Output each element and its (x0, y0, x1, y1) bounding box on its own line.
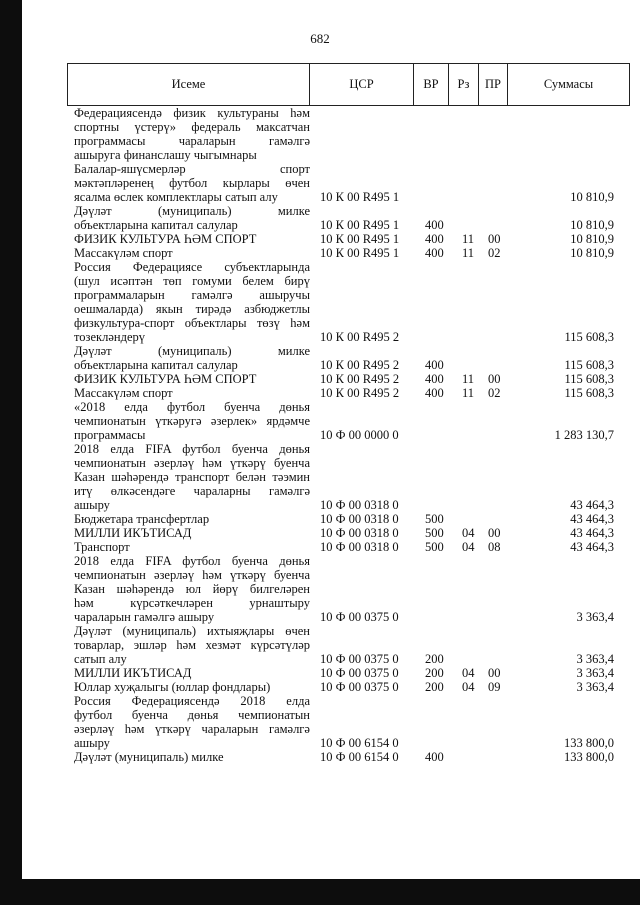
row-name (74, 624, 310, 666)
row-name-line: объектларына капитал салулар (74, 358, 238, 372)
row-name-line: ясалма өслек комплектлары сатып алу (74, 190, 278, 204)
row-vr: 500 (425, 526, 444, 540)
row-rz: 04 (462, 680, 475, 694)
row-name-line: футбол буенча дөнья чемпионатын (74, 708, 310, 722)
table-body (0, 106, 640, 764)
row-csr: 10 Ф 00 0000 0 (320, 428, 399, 442)
row-sum: 43 464,3 (570, 512, 614, 526)
row-name-line: объектларына капитал салулар (74, 218, 238, 232)
row-csr: 10 Ф 00 6154 0 (320, 750, 399, 764)
row-pr: 00 (488, 232, 501, 246)
row-name (74, 540, 310, 554)
row-name-line: ашыру (74, 498, 110, 512)
row-vr: 400 (425, 386, 444, 400)
table-row (0, 750, 640, 764)
row-name-line: программасы чараларын гамәлгә (74, 134, 310, 148)
row-name-line: ашыру (74, 736, 110, 750)
row-name-line: әзерләү һәм үткәрү чараларын гамәлгә (74, 722, 310, 736)
row-sum: 10 810,9 (570, 246, 614, 260)
page-number: 682 (310, 31, 330, 46)
row-sum: 10 810,9 (570, 232, 614, 246)
row-name-line: Массакүләм спорт (74, 246, 173, 260)
row-csr: 10 Ф 00 0318 0 (320, 512, 399, 526)
row-sum: 133 800,0 (564, 750, 614, 764)
table-header (67, 63, 630, 106)
row-name-line: тозекләндерү (74, 330, 145, 344)
row-name-line: Казан шәһәрендә юл йөрү билгеләрен (74, 582, 310, 596)
row-rz: 04 (462, 526, 475, 540)
row-name (74, 260, 310, 344)
row-name (74, 344, 310, 372)
row-csr: 10 Ф 00 0375 0 (320, 666, 399, 680)
table-row (0, 512, 640, 526)
row-csr: 10 Ф 00 0318 0 (320, 540, 399, 554)
table-row (0, 246, 640, 260)
row-name-line: товарлар, эшләр һәм хезмәт күрсәтүләр (74, 638, 310, 652)
row-name (74, 106, 310, 162)
row-vr: 200 (425, 652, 444, 666)
row-name-line: мәктәпләренең футбол кырлары өчен (74, 176, 310, 190)
row-pr: 09 (488, 680, 501, 694)
row-sum: 43 464,3 (570, 540, 614, 554)
row-name (74, 162, 310, 204)
row-name-line: Балалар-яшүсмерләр спорт (74, 162, 310, 176)
row-name (74, 204, 310, 232)
row-name (74, 400, 310, 442)
row-name (74, 554, 310, 624)
row-csr: 10 Ф 00 0375 0 (320, 652, 399, 666)
row-name-line: 2018 елда FIFA футбол буенча дөнья (74, 554, 310, 568)
row-name-line: Дәүләт (муниципаль) милке (74, 344, 310, 358)
row-name-line: Россия Федерациясе субъектларында (74, 260, 310, 274)
row-name-line: чемпионатын әзерләү һәм үткәрү буенча (74, 456, 310, 470)
row-name-line: Дәүләт (муниципаль) милке (74, 750, 224, 764)
row-name (74, 372, 310, 386)
row-sum: 115 608,3 (564, 372, 614, 386)
header-sum: Суммасы (507, 64, 629, 105)
row-rz: 11 (462, 246, 475, 260)
row-vr: 500 (425, 512, 444, 526)
row-name-line: чемпионатын үткәругә әзерлек» ярдәмче (74, 414, 310, 428)
row-name-line: Дәүләт (муниципаль) ихтыяҗлары өчен (74, 624, 310, 638)
row-rz: 11 (462, 232, 475, 246)
row-sum: 10 810,9 (570, 190, 614, 204)
header-name: Исеме (171, 77, 206, 91)
table-row (0, 694, 640, 750)
row-sum: 3 363,4 (576, 666, 614, 680)
row-csr: 10 К 00 R495 1 (320, 190, 400, 204)
row-name-line: МИЛЛИ ИКЪТИСАД (74, 666, 192, 680)
row-name-line: чемпионатын әзерләү һәм үткәрү буенча (74, 568, 310, 582)
row-name-line: программаларын гамәлгә ашыручы (74, 288, 310, 302)
row-rz: 11 (462, 386, 475, 400)
table-row (0, 386, 640, 400)
table-row (0, 372, 640, 386)
row-name-line: спортны үстерү» федераль максатчан (74, 120, 310, 134)
table-row (0, 624, 640, 666)
row-csr: 10 К 00 R495 1 (320, 246, 400, 260)
row-name-line: ФИЗИК КУЛЬТУРА ҺӘМ СПОРТ (74, 232, 257, 246)
row-name-line: чараларын гамәлгә ашыру (74, 610, 215, 624)
row-vr: 400 (425, 358, 444, 372)
row-csr: 10 Ф 00 0375 0 (320, 610, 399, 624)
row-name-line: «2018 елда футбол буенча дөнья (74, 400, 310, 414)
row-name-line: программасы (74, 428, 146, 442)
row-csr: 10 Ф 00 0318 0 (320, 526, 399, 540)
row-csr: 10 К 00 R495 2 (320, 386, 400, 400)
row-name (74, 512, 310, 526)
row-sum: 43 464,3 (570, 498, 614, 512)
row-name-line: (шул исәптән төп гомуми белем бирү (74, 274, 310, 288)
row-csr: 10 К 00 R495 1 (320, 218, 400, 232)
table-row (0, 162, 640, 204)
scan-bottom-border (0, 879, 640, 905)
row-pr: 00 (488, 526, 501, 540)
row-vr: 400 (425, 246, 444, 260)
row-name-line: физкультура-спорт объектлары төзү һәм (74, 316, 310, 330)
row-pr: 00 (488, 372, 501, 386)
row-sum: 115 608,3 (564, 358, 614, 372)
row-sum: 1 283 130,7 (554, 428, 614, 442)
row-name (74, 526, 310, 540)
row-name-line: МИЛЛИ ИКЪТИСАД (74, 526, 192, 540)
row-name-line: Казан шәһәрендә транспорт белән тәэмин (74, 470, 310, 484)
table-row (0, 204, 640, 232)
row-name-line: Транспорт (74, 540, 130, 554)
row-vr: 200 (425, 680, 444, 694)
table-row (0, 232, 640, 246)
table-row (0, 442, 640, 512)
row-name-line: ашыруга финанслашу чыгымнары (74, 148, 257, 162)
row-name (74, 694, 310, 750)
row-rz: 11 (462, 372, 475, 386)
table-row (0, 666, 640, 680)
row-vr: 400 (425, 372, 444, 386)
row-name-line: Юллар хуҗалыгы (юллар фондлары) (74, 680, 271, 694)
row-csr: 10 Ф 00 0375 0 (320, 680, 399, 694)
row-name (74, 442, 310, 512)
row-name-line: Бюджетара трансфертлар (74, 512, 210, 526)
table-row (0, 526, 640, 540)
row-vr: 400 (425, 750, 444, 764)
row-vr: 400 (425, 232, 444, 246)
table-row (0, 106, 640, 162)
row-sum: 43 464,3 (570, 526, 614, 540)
row-sum: 10 810,9 (570, 218, 614, 232)
row-name-line: итү өлкәсендәге чараларны гамәлгә (74, 484, 310, 498)
row-pr: 00 (488, 666, 501, 680)
row-name-line: Массакүләм спорт (74, 386, 173, 400)
row-csr: 10 Ф 00 0318 0 (320, 498, 399, 512)
row-sum: 115 608,3 (564, 386, 614, 400)
row-name-line: 2018 елда FIFA футбол буенча дөнья (74, 442, 310, 456)
row-sum: 3 363,4 (576, 680, 614, 694)
row-name (74, 680, 310, 694)
row-pr: 08 (488, 540, 501, 554)
table-row (0, 260, 640, 344)
table-row (0, 554, 640, 624)
row-sum: 3 363,4 (576, 652, 614, 666)
header-rz: Рз (448, 64, 478, 105)
row-name-line: Россия Федерациясендә 2018 елда (74, 694, 310, 708)
row-name-line: ФИЗИК КУЛЬТУРА ҺӘМ СПОРТ (74, 372, 257, 386)
row-rz: 04 (462, 540, 475, 554)
row-name-line: Федерациясендә физик культураны һәм (74, 106, 310, 120)
row-csr: 10 К 00 R495 2 (320, 372, 400, 386)
row-csr: 10 К 00 R495 2 (320, 330, 400, 344)
row-name-line: сатып алу (74, 652, 127, 666)
row-csr: 10 К 00 R495 1 (320, 232, 400, 246)
row-vr: 500 (425, 540, 444, 554)
row-sum: 3 363,4 (576, 610, 614, 624)
table-row (0, 680, 640, 694)
row-name-line: оешмаларда) якын тирәдә азбюджетлы (74, 302, 310, 316)
row-sum: 115 608,3 (564, 330, 614, 344)
row-name (74, 750, 310, 764)
row-vr: 200 (425, 666, 444, 680)
row-pr: 02 (488, 386, 501, 400)
row-rz: 04 (462, 666, 475, 680)
row-name (74, 232, 310, 246)
table-row (0, 344, 640, 372)
row-csr: 10 Ф 00 6154 0 (320, 736, 399, 750)
header-pr: ПР (478, 64, 507, 105)
row-pr: 02 (488, 246, 501, 260)
row-csr: 10 К 00 R495 2 (320, 358, 400, 372)
row-name (74, 246, 310, 260)
header-csr: ЦСР (309, 64, 413, 105)
row-name-line: һәм күрсәткечләрен урнаштыру (74, 596, 310, 610)
table-row (0, 400, 640, 442)
table-row (0, 540, 640, 554)
row-name (74, 386, 310, 400)
row-vr: 400 (425, 218, 444, 232)
header-vr: ВР (413, 64, 448, 105)
row-sum: 133 800,0 (564, 736, 614, 750)
row-name-line: Дәүләт (муниципаль) милке (74, 204, 310, 218)
row-name (74, 666, 310, 680)
